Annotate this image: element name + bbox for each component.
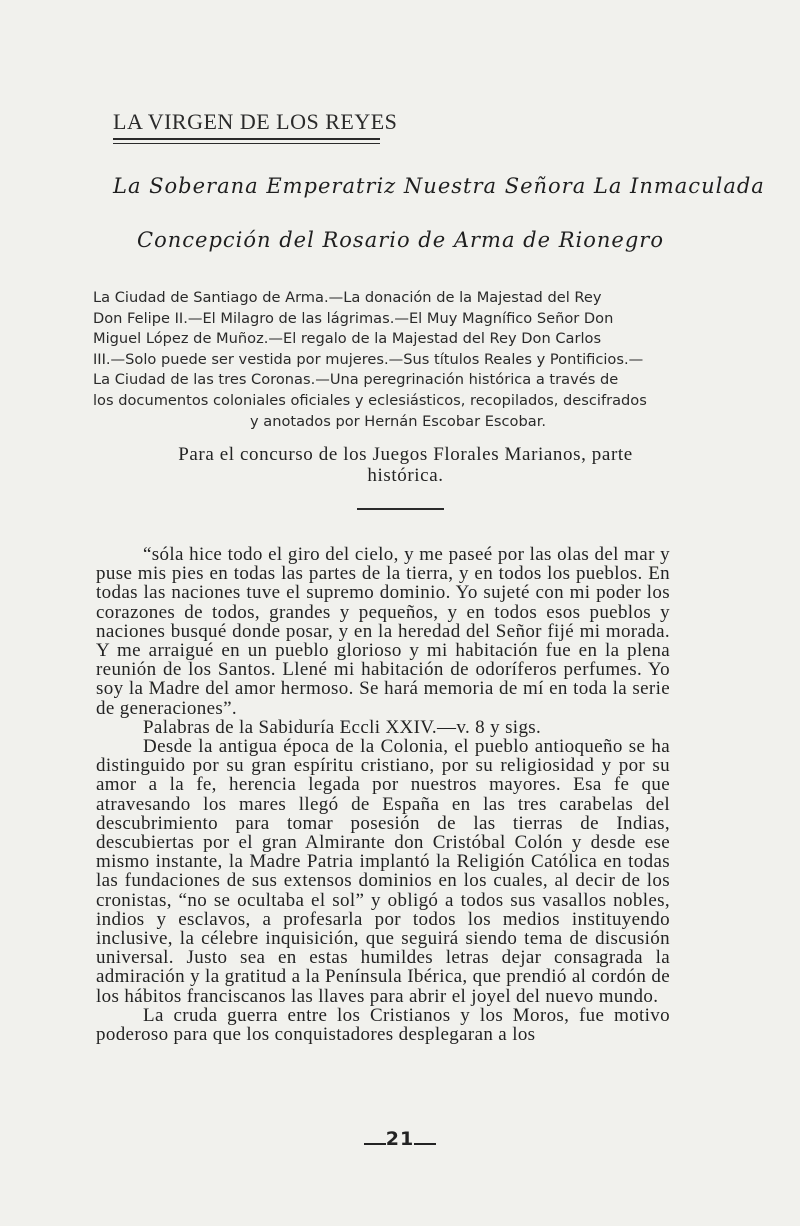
summary-line: Don Felipe II.—El Milagro de las lágrimas.—El Muy Magnífico Señor Don: [93, 309, 614, 327]
page-number-dash: [364, 1143, 386, 1147]
page-number-value: 21: [385, 1128, 415, 1150]
page-number-dash: [414, 1143, 436, 1147]
chapter-title-line-1: La Soberana Emperatriz Nuestra Señora La Inmaculada: [113, 174, 765, 198]
running-head: LA VIRGEN DE LOS REYES: [113, 109, 398, 134]
body-paragraph: La cruda guerra entre los Cristianos y los Moros, fue motivo poderoso para que los conquistadores desplegaran a los: [96, 1004, 670, 1046]
summary-line: y anotados por Hernán Escobar Escobar.: [249, 412, 546, 430]
contest-note-line: Para el concurso de los Juegos Florales Marianos, parte: [178, 444, 633, 465]
summary-line: La Ciudad de las tres Coronas.—Una peregrinación histórica a través de: [93, 371, 619, 389]
contest-note-line: histórica.: [367, 465, 444, 486]
header-rule-thin: [113, 143, 380, 144]
body-paragraph: Desde la antigua época de la Colonia, el pueblo antioqueño se ha distinguido por su gran espíritu cristiano, por su religiosidad y por su amor a la fe, herencia legada por nuestros mayores. Esa fe que atravesando los mares llegó de España en las tres carabelas del descubrimiento para tomar posesión de las tierras de Indias, descubiertas por el gran Almirante don Cristóbal Colón y desde ese mismo instante, la Madre Patria implantó la Religión Católica en todas las fundaciones de sus extensos dominios en los cuales, al decir de los cronistas, “no se ocultaba el sol” y obligó a todos sus vasallos nobles, indios y esclavos, a profesarla por todos los medios instituyendo inclusive, la célebre inquisición, que seguirá siendo tema de discusión universal. Justo sea en estas humildes letras dejar consagrada la admiración y la gratitud a la Península Ibérica, que prendió al cordón de los hábitos franciscanos las llaves para abrir el joyel del nuevo mundo.: [96, 736, 670, 1007]
summary-line: Miguel López de Muñoz.—El regalo de la Majestad del Rey Don Carlos: [93, 330, 602, 348]
summary-line: los documentos coloniales oficiales y eclesiásticos, recopilados, descifrados: [93, 391, 647, 409]
summary-line: III.—Solo puede ser vestida por mujeres.—Sus títulos Reales y Pontificios.—: [93, 350, 644, 368]
chapter-title-line-2: Concepción del Rosario de Arma de Rionegro: [137, 228, 664, 252]
contest-note: [133, 444, 678, 486]
summary-line: La Ciudad de Santiago de Arma.—La donación de la Majestad del Rey: [93, 289, 602, 306]
header-rule: [113, 138, 380, 140]
citation-paragraph: Palabras de la Sabiduría Eccli XXIV.—v. 8 y sigs.: [143, 716, 542, 738]
quotation-paragraph: “sóla hice todo el giro del cielo, y me paseé por las olas del mar y puse mis pies en todas las partes de la tierra, y en todos los pueblos. En todas las naciones tuve el supremo dominio. Yo sujeté con mi poder los corazones de todos, grandes y pequeños, y en todos esos pueblos y naciones busqué donde posar, y en la heredad del Señor fijé mi morada. Y me arraigué en un pueblo glorioso y mi habitación fue en la plena reunión de los Santos. Llené mi habitación de odoríferos perfumes. Yo soy la Madre del amor hermoso. Se hará memoria de mí en toda la serie de generaciones”.: [96, 544, 670, 719]
page-number: [340, 1128, 460, 1150]
section-divider: [357, 508, 444, 510]
chapter-summary: [93, 288, 703, 432]
body-text: [96, 545, 670, 1044]
